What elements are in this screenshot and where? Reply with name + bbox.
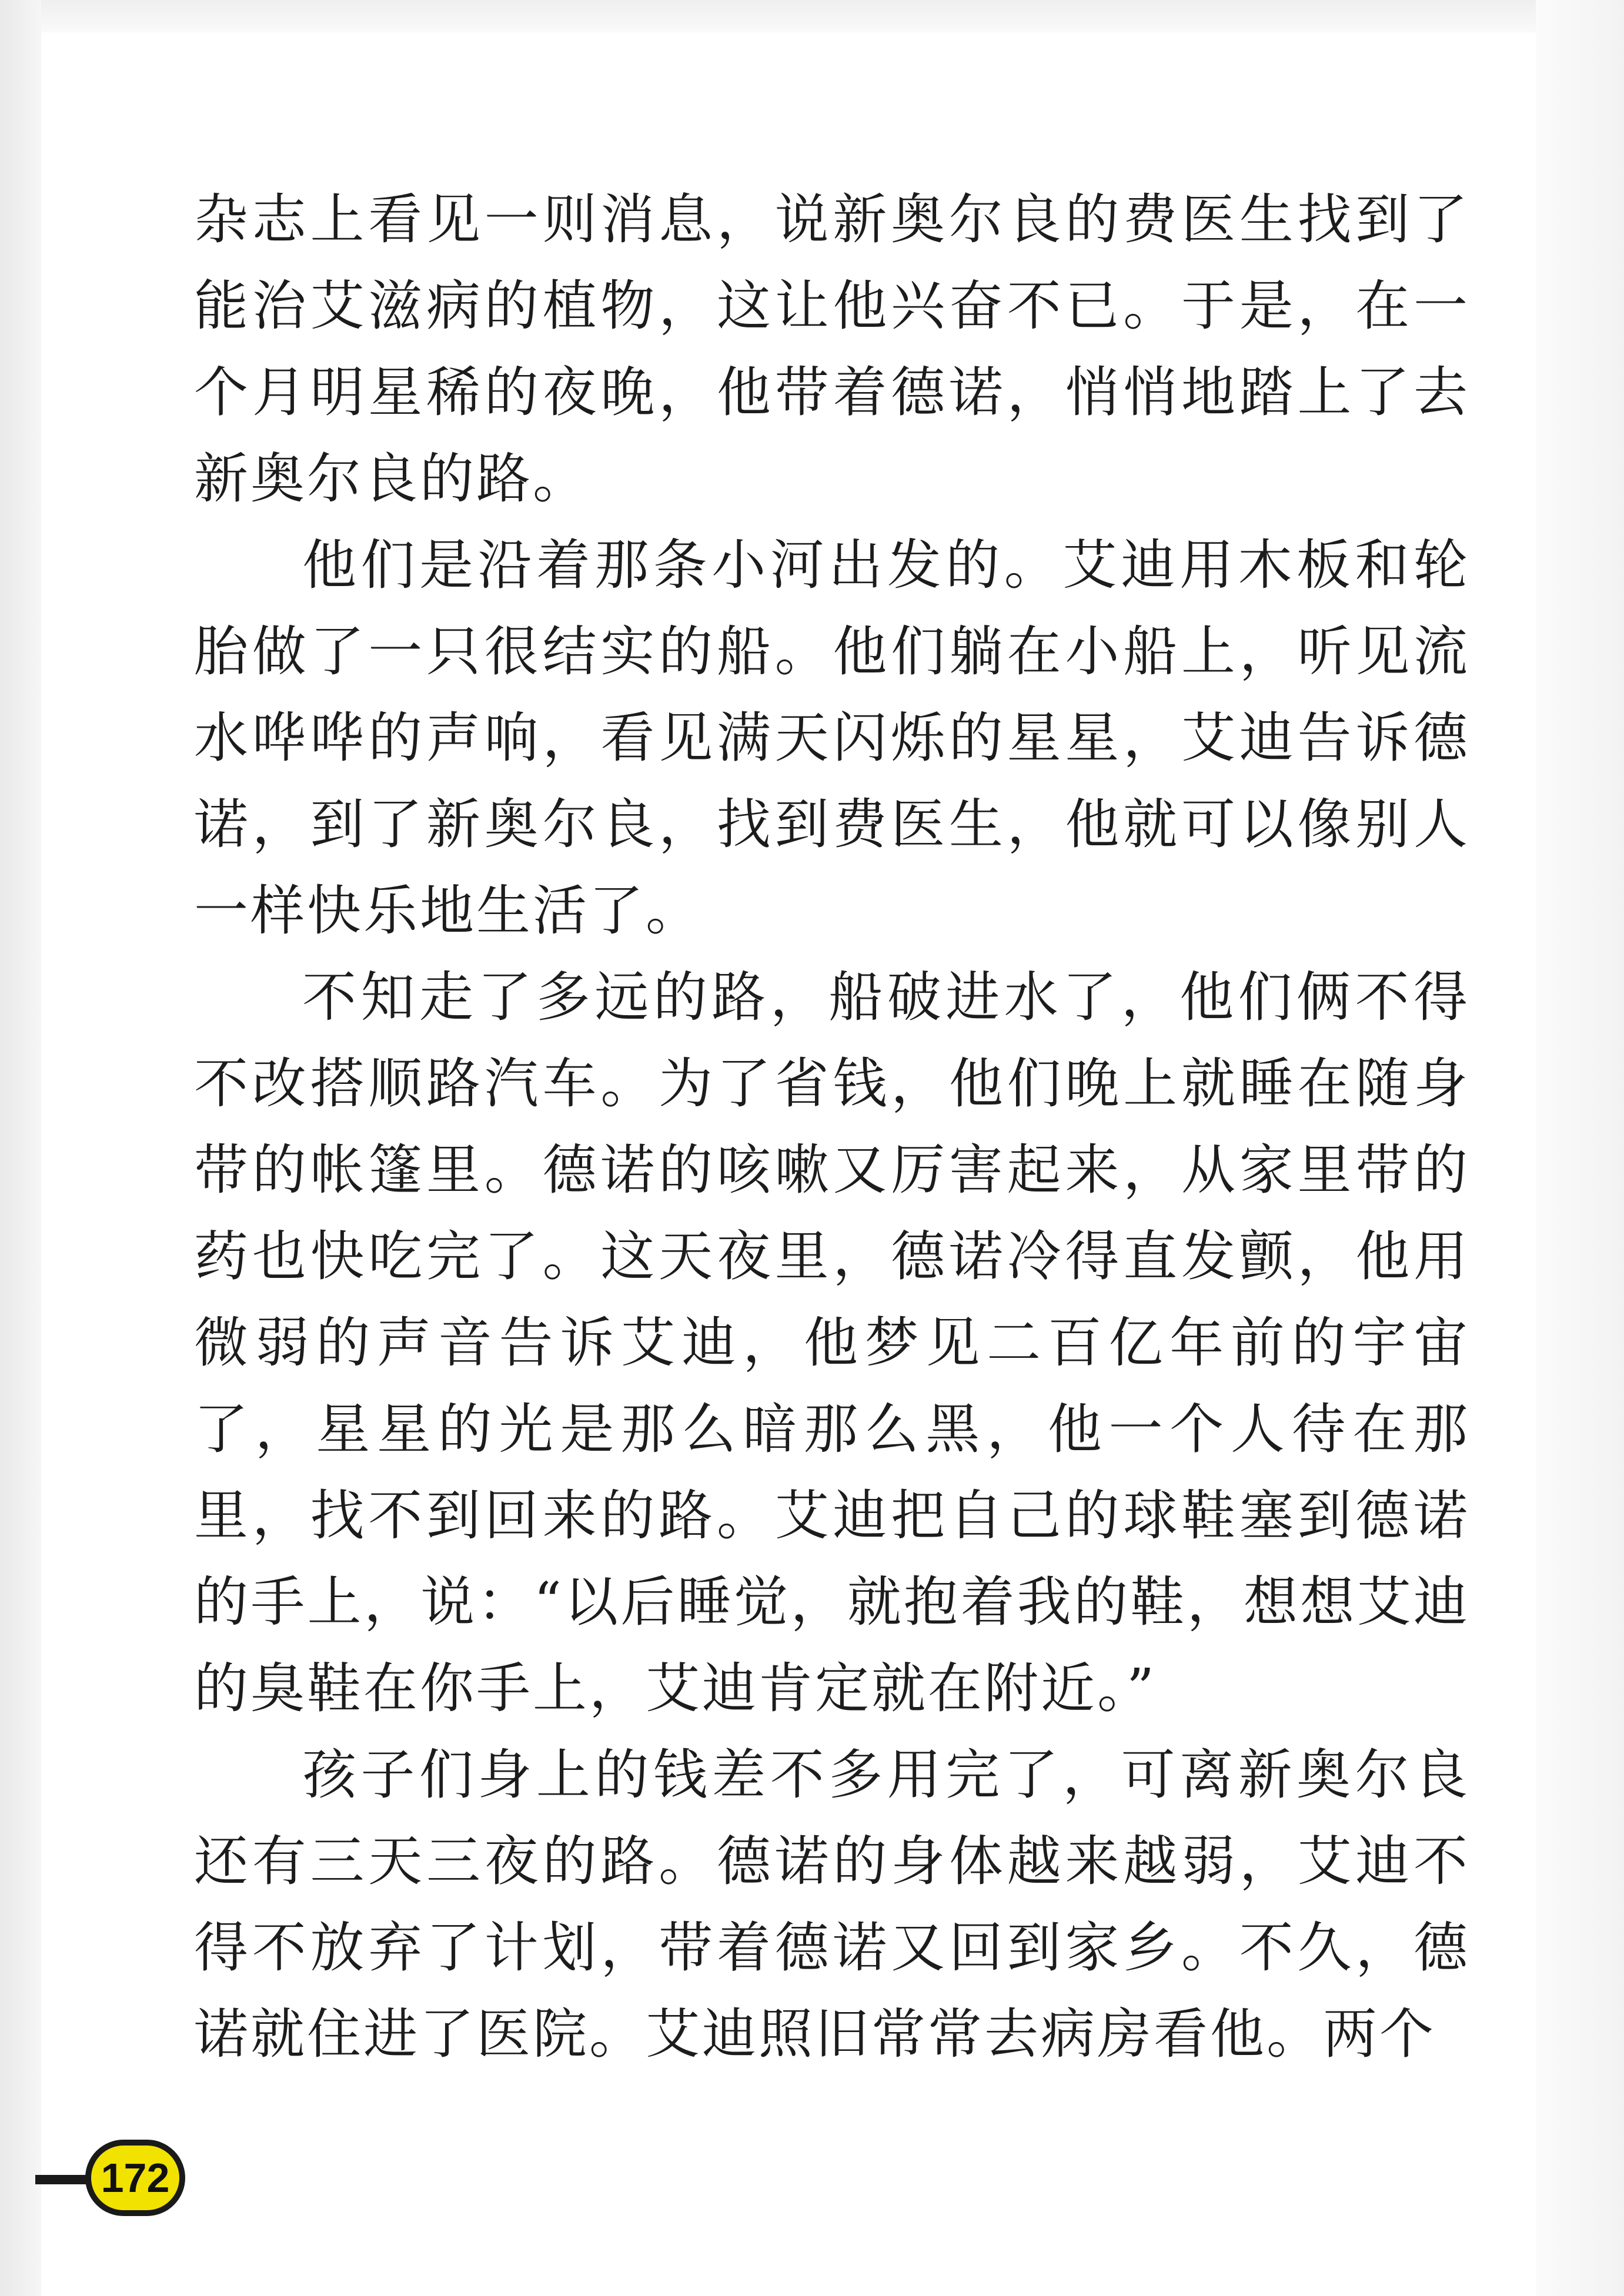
page-right-edge-shadow — [1536, 0, 1624, 2296]
paragraph-4: 孩子们身上的钱差不多用完了，可离新奥尔良还有三天三夜的路。德诺的身体越来越弱，艾迪不得不放弃了计划，带着德诺又回到家乡。不久，德诺就住进了医院。艾迪照旧常常去病房看他。两个 — [194, 1743, 1470, 2066]
paragraph-3: 不知走了多远的路，船破进水了，他们俩不得不改搭顺路汽车。为了省钱，他们晚上就睡在随身带的帐篷里。德诺的咳嗽又厉害起来，从家里带的药也快吃完了。这天夜里，德诺冷得直发颤，他用微弱的声音告诉艾迪，他梦见二百亿年前的宇宙了，星星的光是那么暗那么黑，他一个人待在那里，找不到回来的路。艾迪把自己的球鞋塞到德诺的手上，说：“以后睡觉，就抱着我的鞋，想想艾迪的臭鞋在你手上，艾迪肯定就在附近。” — [194, 966, 1470, 1720]
body-text — [194, 176, 1470, 2077]
page-number-badge: 172 — [85, 2140, 185, 2216]
paragraph-2: 他们是沿着那条小河出发的。艾迪用木板和轮胎做了一只很结实的船。他们躺在小船上，听见流水哗哗的声响，看见满天闪烁的星星，艾迪告诉德诺，到了新奥尔良，找到费医生，他就可以像别人一样快乐地生活了。 — [194, 534, 1470, 942]
paragraph-1: 杂志上看见一则消息，说新奥尔良的费医生找到了能治艾滋病的植物，这让他兴奋不已。于是，在一个月明星稀的夜晚，他带着德诺，悄悄地踏上了去新奥尔良的路。 — [194, 188, 1470, 510]
page-number-marker — [35, 2140, 176, 2216]
page-left-edge-shadow — [0, 0, 41, 2296]
page-top-edge-shadow — [0, 0, 1624, 32]
